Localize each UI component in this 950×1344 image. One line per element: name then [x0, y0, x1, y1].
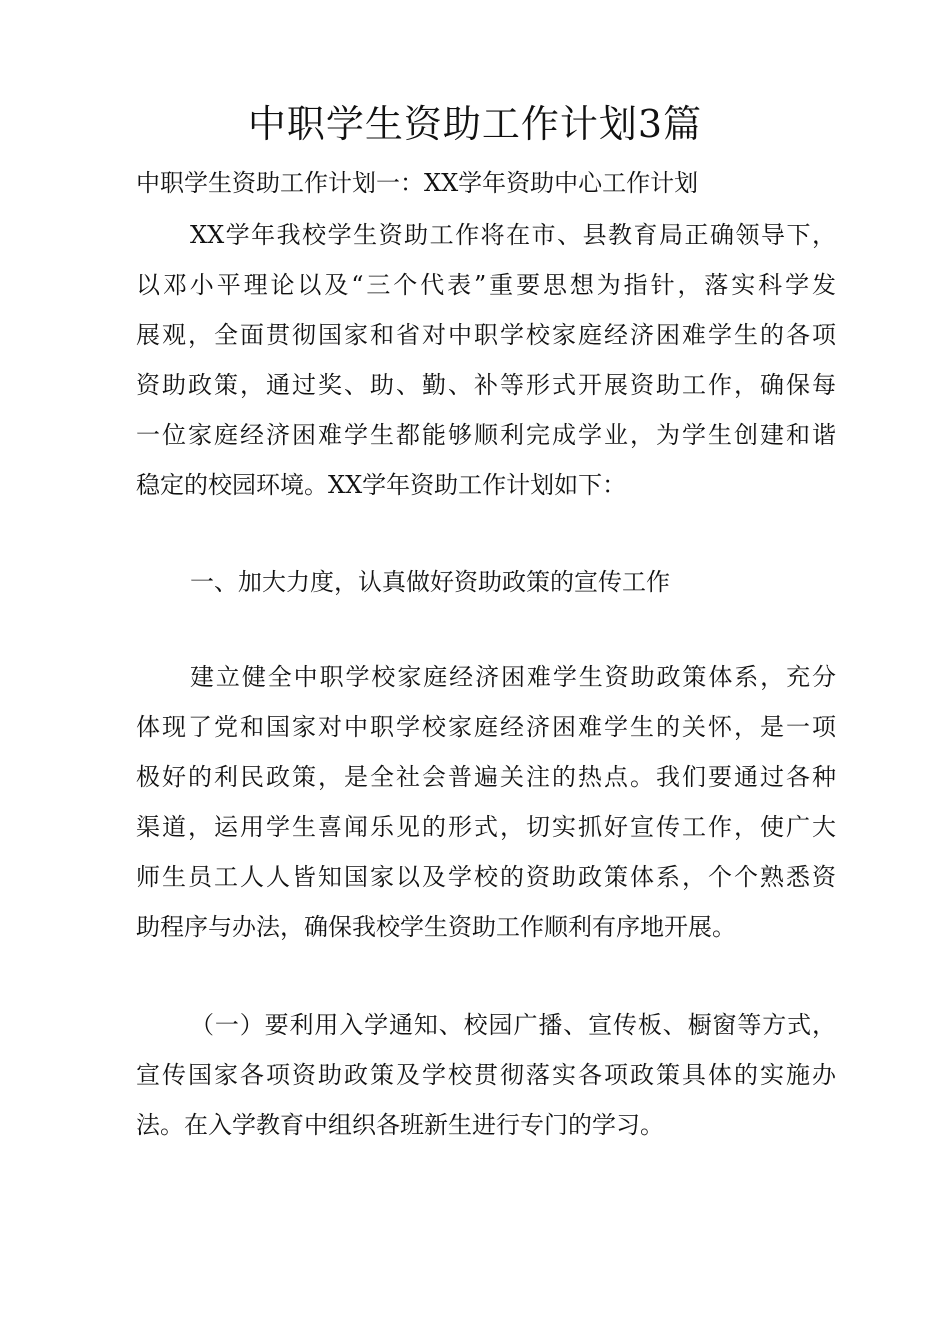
section-heading: 一、加大力度，认真做好资助政策的宣传工作	[190, 568, 670, 596]
paragraph-line: 渠道，运用学生喜闻乐见的形式，切实抓好宣传工作，使广大	[136, 813, 836, 841]
paragraph-line: 法。在入学教育中组织各班新生进行专门的学习。	[136, 1111, 664, 1139]
paragraph-line: 助程序与办法，确保我校学生资助工作顺利有序地开展。	[136, 913, 736, 941]
paragraph-intro	[136, 210, 836, 510]
paragraph-line: 资助政策，通过奖、助、勤、补等形式开展资助工作，确保每	[136, 371, 836, 399]
paragraph-line: 一位家庭经济困难学生都能够顺利完成学业，为学生创建和谐	[136, 421, 836, 449]
paragraph-line: 展观，全面贯彻国家和省对中职学校家庭经济困难学生的各项	[136, 321, 836, 349]
paragraph-line: 宣传国家各项资助政策及学校贯彻落实各项政策具体的实施办	[136, 1061, 836, 1089]
paragraph-line: XX学年我校学生资助工作将在市、县教育局正确领导下，	[190, 221, 836, 249]
paragraph-line: 建立健全中职学校家庭经济困难学生资助政策体系，充分	[190, 663, 836, 691]
paragraph-line: 极好的利民政策，是全社会普遍关注的热点。我们要通过各种	[136, 763, 836, 791]
document-title: 中职学生资助工作计划3篇	[247, 102, 703, 146]
paragraph-line: 师生员工人人皆知国家以及学校的资助政策体系，个个熟悉资	[136, 863, 836, 891]
paragraph-line: 体现了党和国家对中职学校家庭经济困难学生的关怀，是一项	[136, 713, 836, 741]
paragraph-publicity	[136, 652, 836, 952]
paragraph-methods	[136, 1000, 836, 1150]
paragraph-line: 稳定的校园环境。XX学年资助工作计划如下：	[136, 471, 627, 499]
paragraph-line: （一）要利用入学通知、校园广播、宣传板、橱窗等方式，	[190, 1011, 836, 1039]
paragraph-line: 以邓小平理论以及“三个代表”重要思想为指针，落实科学发	[136, 271, 836, 299]
document-subtitle: 中职学生资助工作计划一：XX学年资助中心工作计划	[136, 169, 699, 197]
